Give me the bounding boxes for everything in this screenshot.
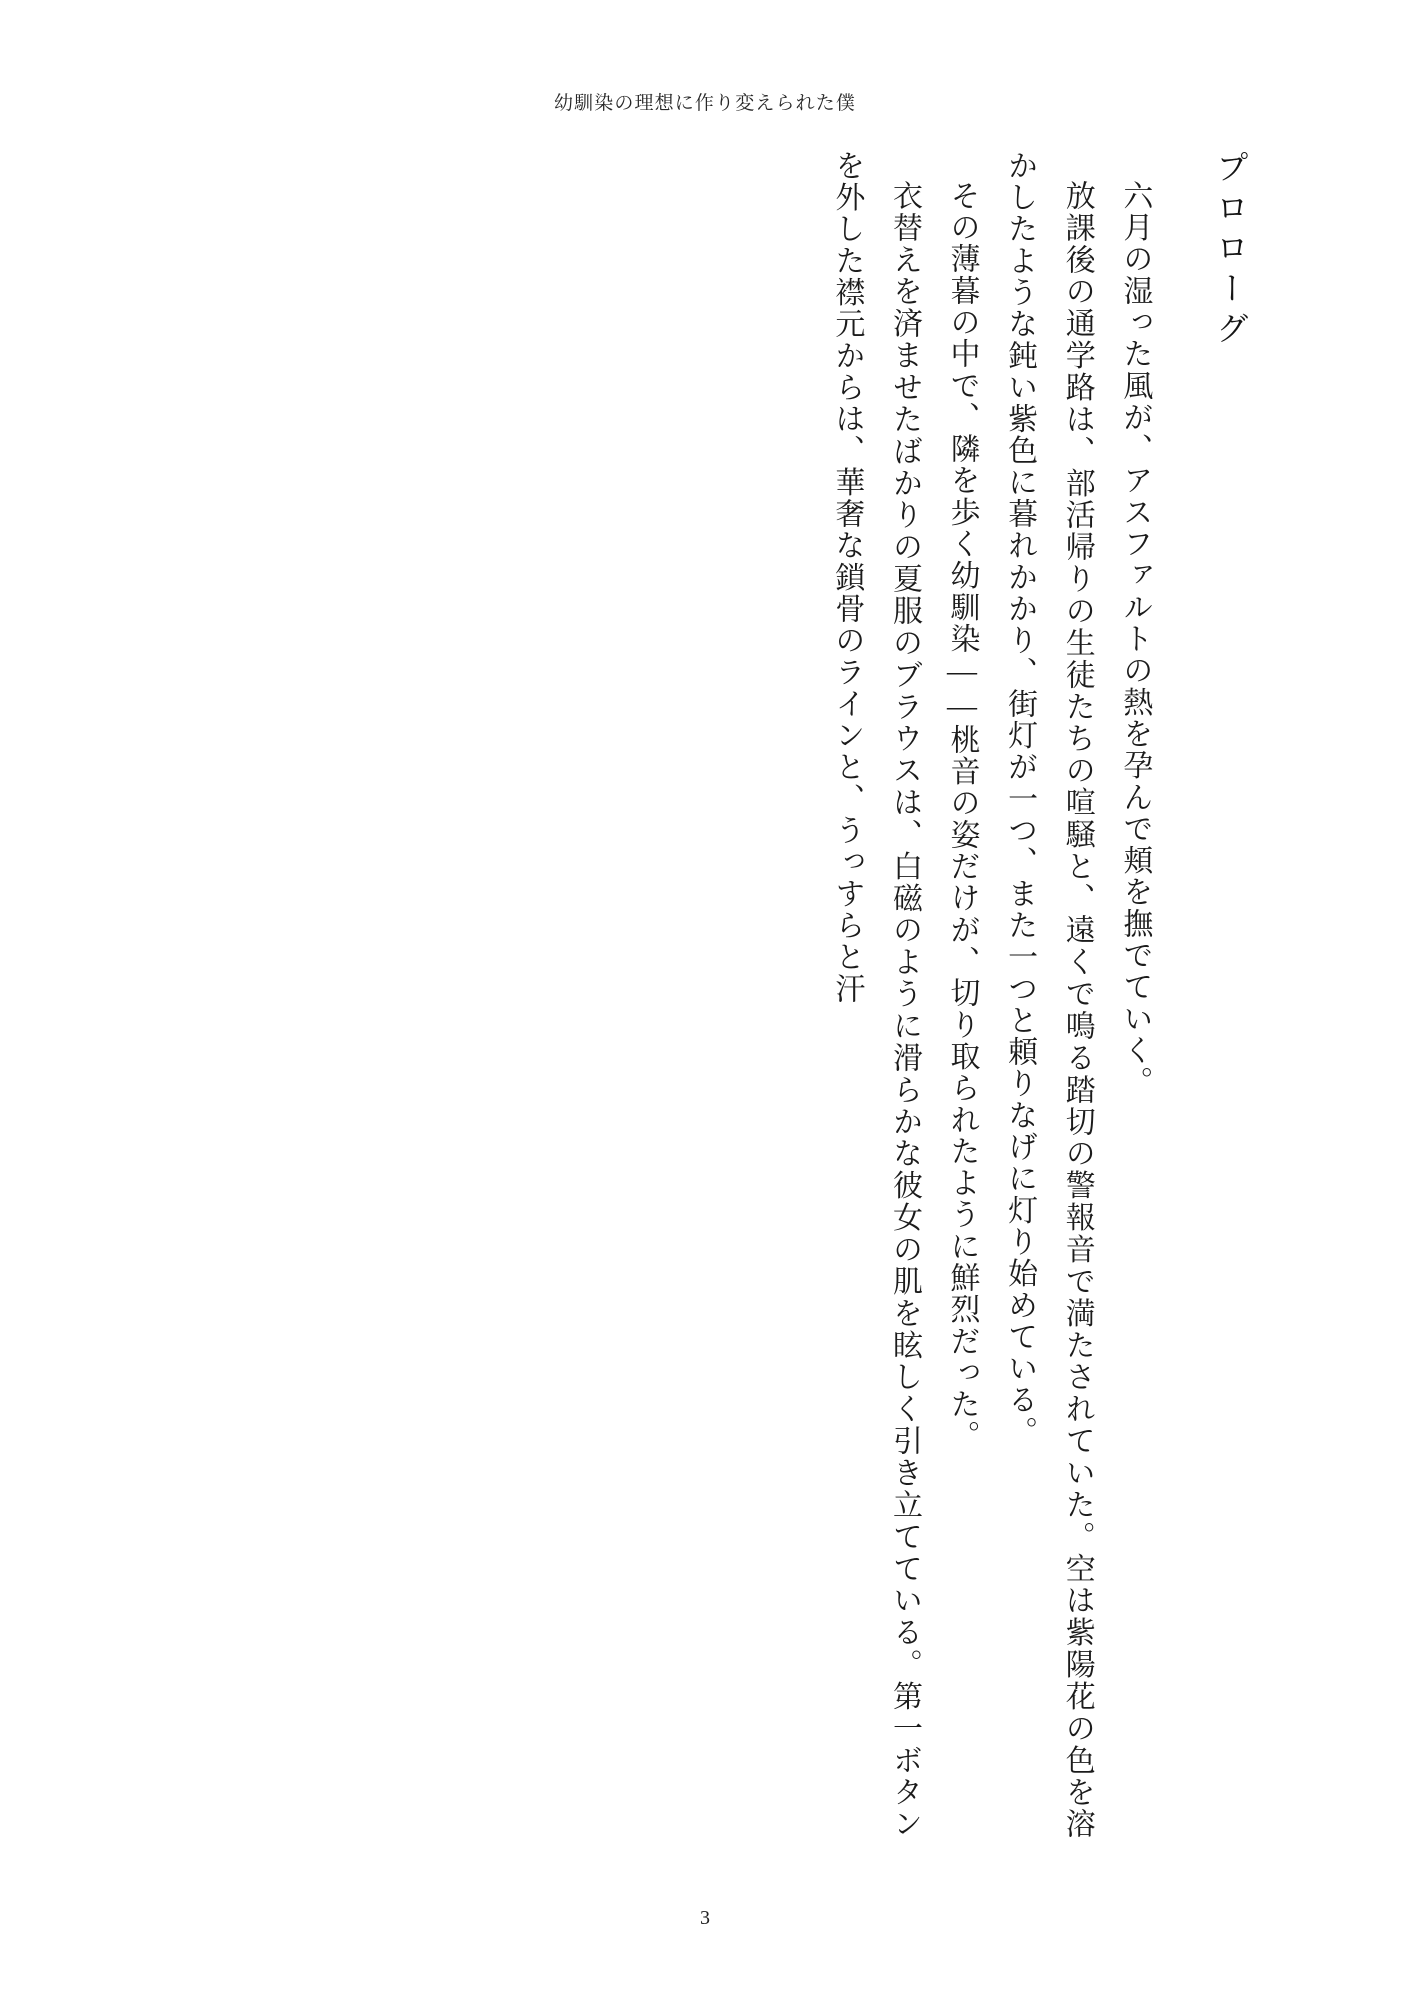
paragraph: 放課後の通学路は、部活帰りの生徒たちの喧騒と、遠くで鳴る踏切の警報音で満たされていた。空は紫陽花の色を溶かしたような鈍い紫色に暮れかかり、街灯が一つ、また一つと頼りなげに灯り始めている。 bbox=[1003, 150, 1094, 1840]
running-header: 幼馴染の理想に作り変えられた僕 bbox=[553, 93, 857, 114]
section-heading: プロローグ bbox=[1211, 150, 1247, 352]
page-number: 3 bbox=[700, 1907, 710, 1929]
paragraph: 衣替えを済ませたばかりの夏服のブラウスは、白磁のように滑らかな彼女の肌を眩しく引き立てている。第一ボタンを外した襟元からは、華奢な鎖骨のラインと、うっすらと汗 bbox=[830, 150, 921, 1840]
paragraph: 六月の湿った風が、アスファルトの熱を孕んで頬を撫でていく。 bbox=[1118, 180, 1152, 1098]
paragraph: その薄暮の中で、隣を歩く幼馴染――桃音の姿だけが、切り取られたように鮮烈だった。 bbox=[945, 180, 979, 1452]
page-body bbox=[150, 150, 1260, 1850]
